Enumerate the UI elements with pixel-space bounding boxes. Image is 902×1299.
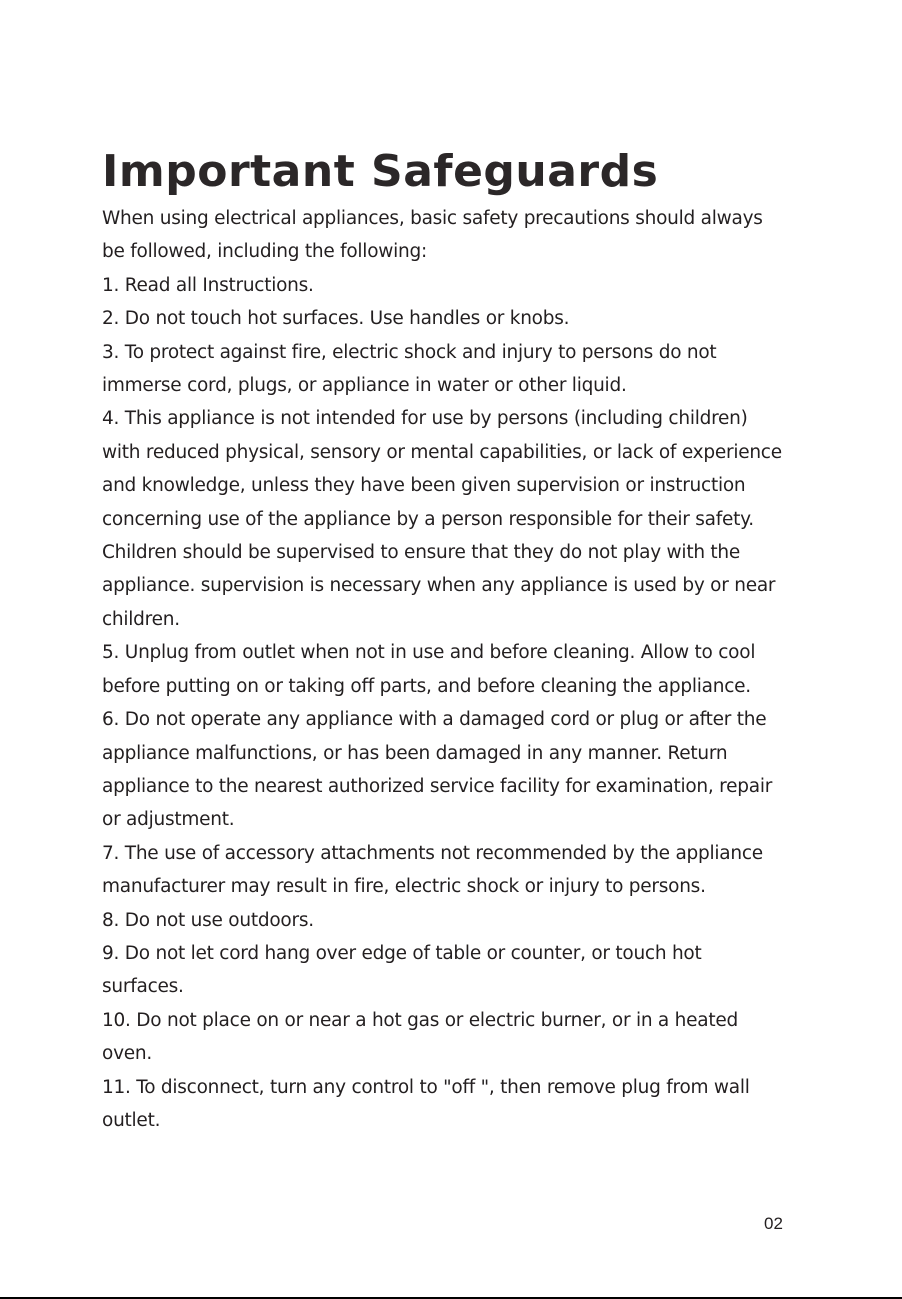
text-line: 7. The use of accessory attachments not recommended by the appliance bbox=[102, 842, 763, 864]
text-line: When using electrical appliances, basic safety precautions should always bbox=[102, 208, 763, 229]
text-line: or adjustment. bbox=[102, 809, 235, 831]
text-line: 10. Do not place on or near a hot gas or electric burner, or in a heated bbox=[102, 1009, 738, 1031]
text-line: with reduced physical, sensory or mental capabilities, or lack of experience bbox=[102, 441, 782, 463]
text-line: 6. Do not operate any appliance with a damaged cord or plug or after the bbox=[102, 709, 767, 731]
text-line: appliance. supervision is necessary when any appliance is used by or near bbox=[102, 575, 776, 597]
page-number: 02 bbox=[764, 1214, 783, 1233]
page-content bbox=[102, 142, 822, 1137]
text-line: surfaces. bbox=[102, 976, 184, 998]
text-line: be followed, including the following: bbox=[102, 241, 427, 263]
text-line: 5. Unplug from outlet when not in use and before cleaning. Allow to cool bbox=[102, 642, 756, 664]
text-line: 8. Do not use outdoors. bbox=[102, 909, 314, 931]
text-line: concerning use of the appliance by a person responsible for their safety. bbox=[102, 508, 754, 530]
text-line: 2. Do not touch hot surfaces. Use handles or knobs. bbox=[102, 308, 570, 330]
text-line: 3. To protect against fire, electric shock and injury to persons do not bbox=[102, 341, 717, 363]
text-line: 4. This appliance is not intended for use by persons (including children) bbox=[102, 408, 748, 430]
text-line: before putting on or taking off parts, and before cleaning the appliance. bbox=[102, 675, 751, 697]
text-line: appliance malfunctions, or has been damaged in any manner. Return bbox=[102, 742, 728, 764]
text-line: oven. bbox=[102, 1043, 153, 1065]
text-line: children. bbox=[102, 608, 180, 630]
text-line: 1. Read all Instructions. bbox=[102, 274, 314, 296]
text-line: 11. To disconnect, turn any control to "off ", then remove plug from wall bbox=[102, 1076, 750, 1098]
text-line: 9. Do not let cord hang over edge of table or counter, or touch hot bbox=[102, 942, 702, 964]
text-line: and knowledge, unless they have been given supervision or instruction bbox=[102, 475, 746, 497]
text-line: immerse cord, plugs, or appliance in water or other liquid. bbox=[102, 375, 627, 397]
text-line: Children should be supervised to ensure that they do not play with the bbox=[102, 542, 741, 564]
page-title: Important Safeguards bbox=[102, 146, 659, 197]
text-line: manufacturer may result in fire, electric shock or injury to persons. bbox=[102, 876, 706, 898]
safeguards-text bbox=[102, 202, 822, 1137]
text-line: appliance to the nearest authorized service facility for examination, repair bbox=[102, 775, 773, 797]
text-line: outlet. bbox=[102, 1109, 161, 1131]
